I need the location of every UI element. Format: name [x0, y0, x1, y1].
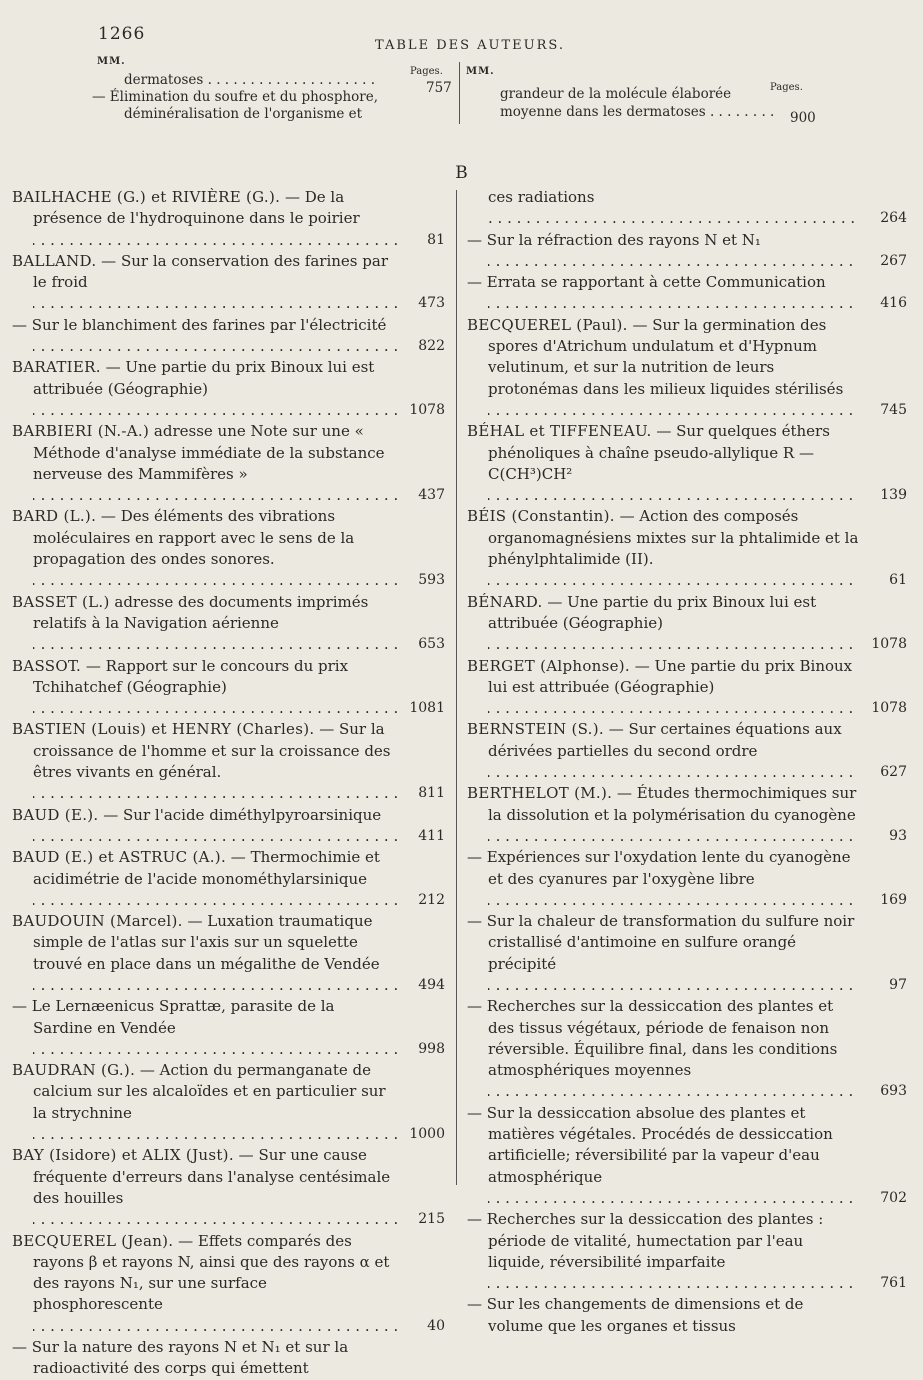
- left-entry: [12, 1060, 445, 1145]
- page-ref: 693: [880, 1083, 907, 1100]
- author-name: BAUD (E.) et ASTRUC (A.).: [12, 848, 227, 867]
- top-continuation: [0, 56, 923, 131]
- entry-title: — Luxation traumatique simple de l'atlas sur l'axis sur un squelette trouvé en place dans un mégalithe de Vendée: [33, 912, 380, 973]
- entry-title: — Une partie du prix Binoux lui est attribuée (Géographie): [33, 358, 375, 398]
- dot-leader: [488, 293, 859, 314]
- author-name: BAUDRAN (G.).: [12, 1061, 136, 1080]
- top-right-page: 900: [790, 110, 816, 126]
- left-entry: [12, 187, 445, 251]
- entry-title: — Errata se rapportant à cette Communication: [467, 273, 826, 292]
- right-entry: [467, 996, 907, 1102]
- author-name: BAY (Isidore) et ALIX (Just).: [12, 1146, 234, 1165]
- page-ref: 416: [880, 295, 907, 312]
- entry-title: — Action du permanganate de calcium sur les alcaloïdes et en particulier sur la strychnine: [33, 1061, 386, 1122]
- left-entry: [12, 1231, 445, 1337]
- entry-title: adresse des documents imprimés relatifs à la Navigation aérienne: [33, 592, 369, 632]
- entry-title: — Sur la germination des spores d'Atrichum undulatum et d'Hypnum velutinum, et sur la nutrition de leurs protonémas dans les milieux liquides stérilisés: [488, 315, 844, 398]
- entry-title: — Sur la chaleur de transformation du sulfure noir cristallisé d'antimoine en sulfure orangé précipité: [467, 912, 855, 973]
- entry-title: — Des éléments des vibrations moléculaires en rapport avec le sens de la propagation des ondes sonores.: [33, 507, 355, 569]
- page-ref: 998: [418, 1040, 445, 1057]
- right-entry: [467, 1103, 907, 1209]
- entry-title: — Thermochimie et acidimétrie de l'acide monométhylarsinique: [33, 848, 380, 888]
- author-name: BALLAND.: [12, 251, 97, 270]
- top-column-divider: [459, 62, 460, 124]
- author-name: BARD (L.).: [12, 507, 97, 526]
- entry-title: — Sur les changements de dimensions et de volume que les organes et tissus: [467, 1295, 804, 1335]
- right-entry: [467, 506, 907, 591]
- right-entry: [467, 656, 907, 720]
- author-name: BERTHELOT (M.).: [467, 784, 613, 803]
- left-entry: [12, 506, 445, 591]
- page-ref: 437: [418, 487, 445, 504]
- left-entry: [12, 592, 445, 656]
- entry-title: — Recherches sur la dessiccation des plantes : période de vitalité, humectation par l'eau liquide, réversibilité imparfaite: [467, 1210, 824, 1271]
- entry-title: — Sur le blanchiment des farines par l'électricité: [12, 315, 387, 334]
- entry-title: — Une partie du prix Binoux lui est attribuée (Géographie): [488, 656, 853, 696]
- author-name: BERGET (Alphonse).: [467, 656, 631, 675]
- right-entry: [467, 783, 907, 847]
- dot-leader: [33, 826, 397, 847]
- right-entry: [467, 911, 907, 996]
- right-entry: [467, 1209, 907, 1294]
- right-entry: [467, 1294, 907, 1337]
- dot-leader: [33, 485, 397, 506]
- dot-leader: [488, 400, 859, 421]
- dot-leader: [33, 570, 397, 591]
- page-ref: 822: [418, 338, 445, 355]
- right-entry: [467, 230, 907, 273]
- entry-title: — Une partie du prix Binoux lui est attribuée (Géographie): [488, 592, 817, 632]
- pages-label-right: Pages.: [770, 82, 803, 93]
- entry-title: — Le Lernæenicus Sprattæ, parasite de la Sardine en Vendée: [12, 997, 335, 1037]
- dot-leader: [488, 570, 859, 591]
- dot-leader: [33, 634, 397, 655]
- entry-title: — Sur la réfraction des rayons N et N₁: [467, 230, 761, 249]
- entry-title: — Sur la nature des rayons N et N₁ et sur la radioactivité des corps qui émettent: [12, 1338, 349, 1378]
- left-entry: [12, 1337, 445, 1380]
- entry-title: — Sur la dessiccation absolue des plantes et matières végétales. Procédés de dessiccation artificielle; réversibilité par la vapeur d'eau atmosphérique: [467, 1103, 833, 1186]
- entry-title: — Sur certaines équations aux dérivées partielles du second ordre: [488, 720, 842, 760]
- page-ref: 1078: [409, 401, 445, 418]
- entry-title: — Sur l'acide diméthylpyroarsinique: [98, 805, 382, 824]
- entry-title: — Action des composés organomagnésiens mixtes sur la phtalimide et la phénylphtalimide (II).: [488, 507, 859, 569]
- dot-leader: [488, 826, 859, 847]
- entry-title: — Expériences sur l'oxydation lente du cyanogène et des cyanures par l'oxygène libre: [467, 848, 851, 888]
- dot-leader: [488, 975, 859, 996]
- entry-title: — Effets comparés des rayons β et rayons N, ainsi que des rayons α et des rayons N₁, sur une surface phosphorescente: [33, 1231, 390, 1314]
- author-name: BASSOT.: [12, 656, 82, 675]
- dot-leader: [488, 634, 859, 655]
- page-ref: 653: [418, 636, 445, 653]
- dot-leader: [488, 208, 859, 229]
- left-entry: [12, 1145, 445, 1230]
- dot-leader: [33, 783, 397, 804]
- running-title: TABLE DES AUTEURS.: [375, 38, 565, 53]
- entry-title: — Sur la conservation des farines par le froid: [33, 251, 388, 292]
- page-ref: 1078: [871, 700, 907, 717]
- page-ref: 761: [880, 1275, 907, 1292]
- entry-title: — Sur la croissance de l'homme et sur la croissance des êtres vivants en général.: [33, 720, 391, 782]
- entry-title: ces radiations: [488, 188, 595, 206]
- author-name: BERNSTEIN (S.).: [467, 720, 604, 739]
- entry-title: — De la présence de l'hydroquinone dans le poirier: [33, 188, 360, 228]
- page-ref: 593: [418, 572, 445, 589]
- page-ref: 169: [880, 891, 907, 908]
- left-entry: [12, 315, 445, 358]
- page-ref: 61: [889, 572, 907, 589]
- page-ref: 627: [880, 764, 907, 781]
- author-name: BÉNARD.: [467, 592, 543, 611]
- author-name: BECQUEREL (Paul).: [467, 315, 628, 334]
- dot-leader: [488, 1188, 859, 1209]
- author-name: BAUD (E.).: [12, 805, 99, 824]
- dot-leader: [33, 890, 397, 911]
- section-letter: B: [455, 163, 468, 183]
- left-column: [12, 187, 445, 1380]
- author-name: BARATIER.: [12, 358, 101, 377]
- entry-title: — Rapport sur le concours du prix Tchihatchef (Géographie): [33, 656, 349, 696]
- dot-leader: [488, 890, 859, 911]
- page-ref: 97: [889, 976, 907, 993]
- left-entry: [12, 251, 445, 315]
- entry-title: — Recherches sur la dessiccation des plantes et des tissus végétaux, période de fenaison non réversible. Équilibre final, dans les conditions atmosphériques moyennes: [467, 997, 838, 1080]
- page-ref: 1000: [409, 1126, 445, 1143]
- author-name: BAUDOUIN (Marcel).: [12, 912, 183, 931]
- page-ref: 473: [418, 295, 445, 312]
- page-ref: 1078: [871, 636, 907, 653]
- dot-leader: [33, 293, 397, 314]
- page-ref: 494: [418, 976, 445, 993]
- author-name: BECQUEREL (Jean).: [12, 1231, 174, 1250]
- top-right-line1: grandeur de la molécule élaborée: [500, 86, 732, 102]
- dot-leader: [33, 230, 397, 251]
- dot-leader: [33, 400, 397, 421]
- page-ref: 40: [427, 1317, 445, 1334]
- right-entry: [467, 719, 907, 783]
- page-ref: 267: [880, 252, 907, 269]
- dot-leader: [33, 975, 397, 996]
- dot-leader: [33, 336, 397, 357]
- top-left-page: 757: [426, 80, 452, 96]
- left-entry: [12, 719, 445, 804]
- dot-leader: [33, 1316, 397, 1337]
- left-entry: [12, 805, 445, 848]
- top-left-line3: déminéralisation de l'organisme et: [124, 106, 363, 122]
- author-name: BAILHACHE (G.) et RIVIÈRE (G.).: [12, 188, 281, 206]
- entry-title: adresse une Note sur une « Méthode d'analyse immédiate de la substance nerveuse des Mammifères »: [33, 422, 385, 483]
- author-name: BÉHAL et TIFFENEAU.: [467, 422, 652, 441]
- column-divider: [456, 190, 457, 1185]
- page-ref: 212: [418, 891, 445, 908]
- top-left-line1: dermatoses . . . . . . . . . . . . . . . . . . . .: [124, 72, 375, 88]
- top-right-line2: moyenne dans les dermatoses . . . . . . . .: [500, 104, 775, 120]
- mm-label-right: MM.: [466, 66, 495, 77]
- left-entry: [12, 656, 445, 720]
- page-number: 1266: [98, 24, 146, 44]
- author-name: BASTIEN (Louis) et HENRY (Charles).: [12, 720, 315, 739]
- page-ref: 811: [418, 785, 445, 802]
- page-ref: 411: [418, 827, 445, 844]
- right-entry: [467, 421, 907, 506]
- left-entry: [12, 996, 445, 1060]
- dot-leader: [33, 1209, 397, 1230]
- left-entry: [12, 847, 445, 911]
- pages-label-left: Pages.: [410, 66, 443, 77]
- page-ref: 1081: [409, 700, 445, 717]
- author-name: BARBIERI (N.-A.): [12, 422, 150, 441]
- entry-title: — Études thermochimiques sur la dissolution et la polymérisation du cyanogène: [488, 784, 857, 824]
- left-entry: [12, 357, 445, 421]
- mm-label-left: MM.: [97, 56, 126, 67]
- page-ref: 81: [427, 231, 445, 248]
- dot-leader: [488, 485, 859, 506]
- dot-leader: [488, 1081, 859, 1102]
- right-entry: [467, 272, 907, 315]
- author-name: BÉIS (Constantin).: [467, 507, 615, 526]
- page-ref: 93: [889, 827, 907, 844]
- right-entry: [467, 847, 907, 911]
- page-ref: 702: [880, 1189, 907, 1206]
- dot-leader: [488, 698, 859, 719]
- right-entry: [467, 187, 907, 230]
- entry-title: — Sur une cause fréquente d'erreurs dans l'analyse centésimale des houilles: [33, 1146, 391, 1207]
- dot-leader: [33, 1124, 397, 1145]
- right-column: [467, 187, 907, 1337]
- dot-leader: [33, 698, 397, 719]
- page-ref: 264: [880, 210, 907, 227]
- dot-leader: [488, 762, 859, 783]
- page-ref: 745: [880, 401, 907, 418]
- author-name: BASSET (L.): [12, 592, 110, 611]
- left-entry: [12, 421, 445, 506]
- dot-leader: [488, 1273, 859, 1294]
- page-ref: 215: [418, 1211, 445, 1228]
- dot-leader: [33, 1039, 397, 1060]
- right-entry: [467, 592, 907, 656]
- page-ref: 139: [880, 487, 907, 504]
- entry-title: — Sur quelques éthers phénoliques à chaîne pseudo-allylique R — C(CH³)CH²: [488, 422, 830, 483]
- right-entry: [467, 315, 907, 421]
- left-entry: [12, 911, 445, 996]
- dot-leader: [488, 251, 859, 272]
- top-left-line2: — Élimination du soufre et du phosphore,: [92, 89, 379, 105]
